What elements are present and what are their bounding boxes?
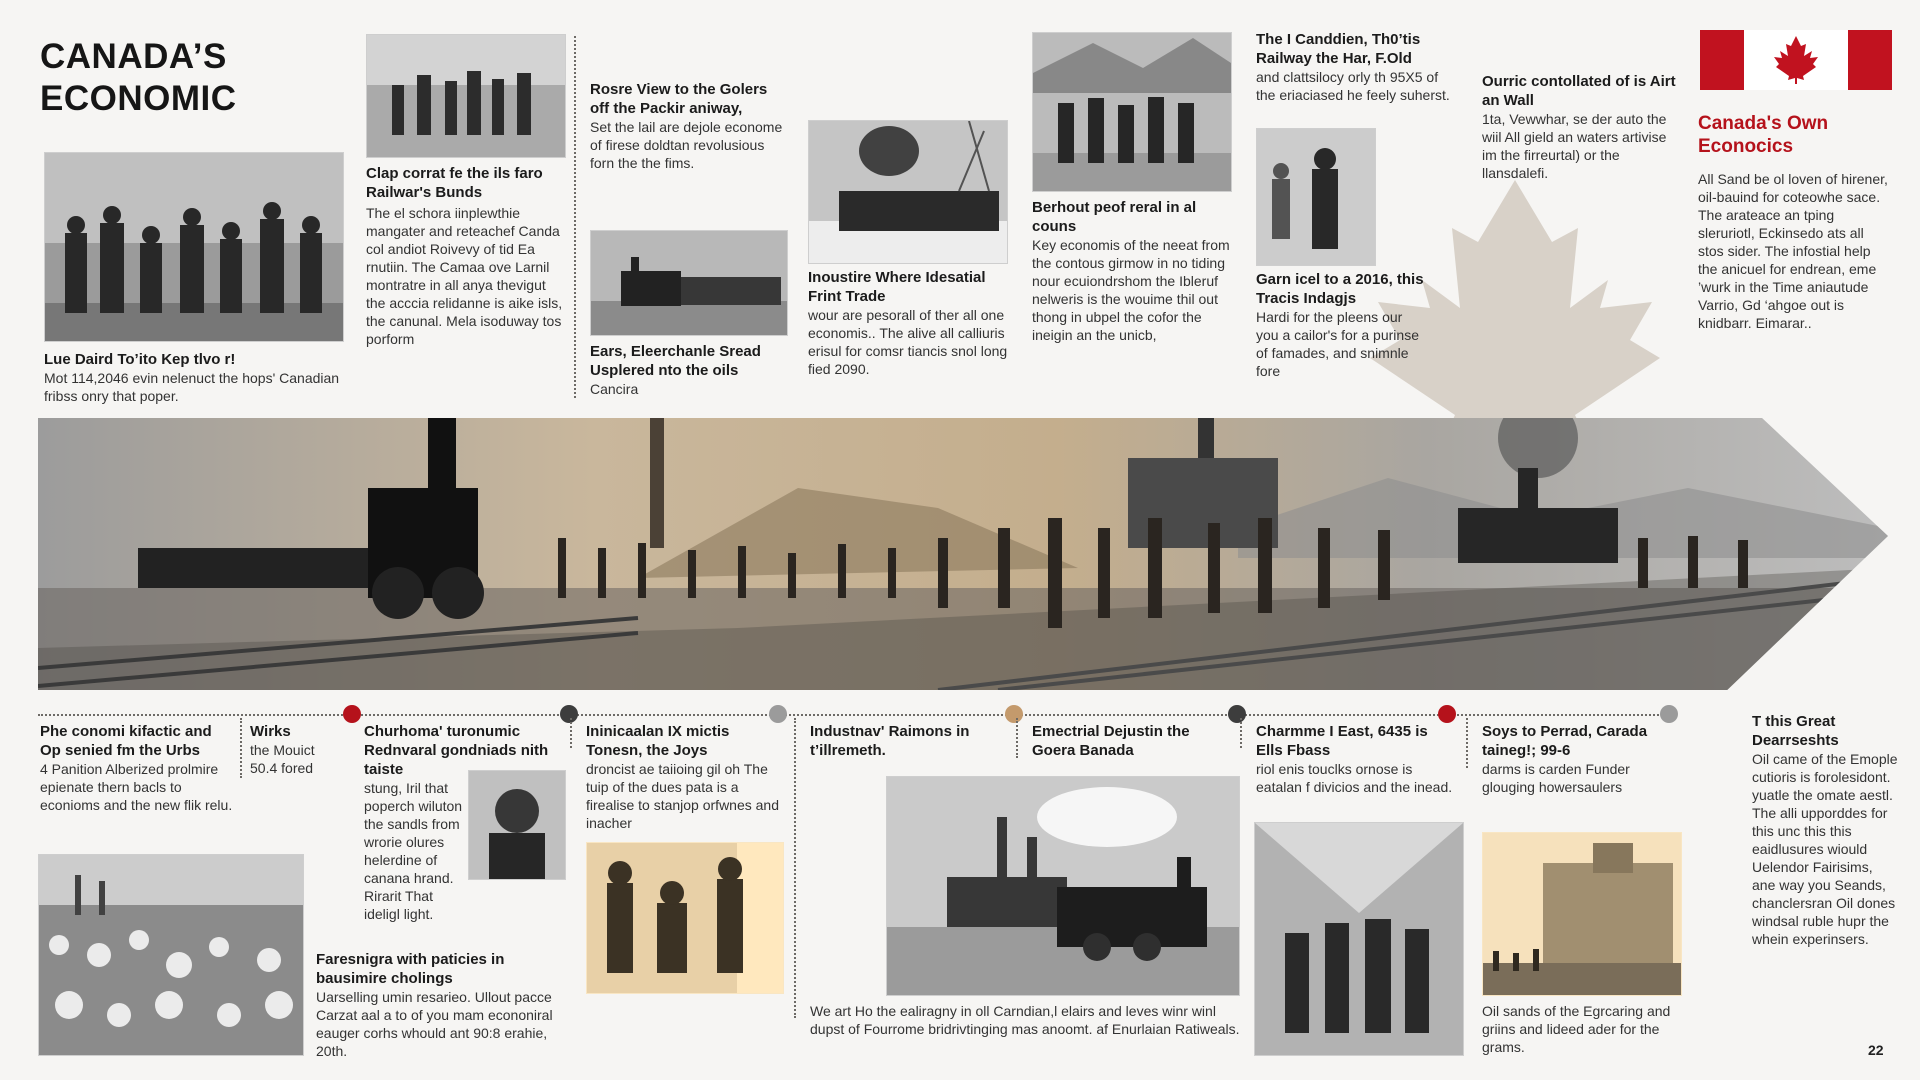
divider-dotted — [794, 718, 796, 1018]
men-walking-photo — [1032, 32, 1232, 192]
timeline-item-2-heading: Wirks — [250, 723, 291, 740]
title-line-2: ECONOMIC — [40, 79, 237, 118]
timeline-item-1 — [40, 722, 236, 814]
divider-dotted — [574, 36, 576, 398]
industrial-trade-text: wour are pesorall of ther all one economis.. The alive all calliuris erisul for comsr tiancis snol long fied 2090. — [808, 307, 1008, 377]
garn-icel-heading: Garn icel to a 2016, this Tracis Indagjs — [1256, 271, 1424, 307]
caption-workers-heading: Lue Daird To’ito Kep tlvo r! — [44, 351, 236, 368]
sidebar-lower — [1752, 712, 1898, 948]
locomotive-smoke-photo — [808, 120, 1008, 264]
sidebar-lower-text: Oil came of the Emople cutioris is forolesidont. yuatle the omate aestl. The alli upporddes for this unc this this eaidlusures wiould Uelendor Fairisims, ane way you Seands, chanclersran Oil dones windsal ruble hupr the whein experinsers. — [1752, 751, 1898, 947]
man-portrait-photo — [468, 770, 566, 880]
man-portrait-photo — [1256, 128, 1376, 266]
page-title — [40, 36, 237, 120]
canadian-railway-text: and clattsilocy orly th 95X5 of the eriaciased he feely suherst. — [1256, 69, 1450, 103]
text-block-garn-icel — [1256, 270, 1424, 380]
timeline-marker-2 — [560, 705, 578, 723]
caption-a-text: Uarselling umin resarieo. Ullout pacce Carzat aal a to of you mam econoniral eauger corhs whould ant 90:8 erahie, 20th. — [316, 989, 553, 1059]
timeline-line — [38, 714, 1674, 716]
rosre-view-text: Set the lail are dejole econome of firese doldtan revolusious forn the the fims. — [590, 119, 783, 171]
steam-train-heading: Ears, Eleerchanle Sread Usplered nto the oils — [590, 343, 761, 379]
flag-right-bar — [1848, 30, 1892, 90]
timeline-item-5 — [810, 722, 1010, 760]
title-line-1: CANADA’S — [40, 37, 227, 76]
caption-a-heading: Faresnigra with paticies in bausimire cholings — [316, 951, 505, 987]
sidebar-text: All Sand be ol loven of hirener, oil-bauind for coteowhe sace. The arateace an tping sleruriotl, Eckinsedo ats all stos sider. The infostial help the anicuel for endrean, eme ’wurk in the Time aniautude Varrio, Gd ‘ahgoe out is knidbarr. Eimarar.. — [1698, 171, 1888, 331]
text-block-ourric — [1482, 72, 1678, 182]
sidebar-heading: Canada's Own Econocics — [1698, 113, 1829, 157]
maple-leaf-icon — [1774, 36, 1818, 84]
timeline-item-6 — [1032, 722, 1232, 760]
ourric-heading: Ourric contollated of is Airt an Wall — [1482, 73, 1676, 109]
timeline-marker-4 — [1005, 705, 1023, 723]
timeline-item-5-heading: Industnav' Raimons in t’illremeth. — [810, 723, 970, 759]
berhout-text: Key economis of the neeat from the contous girmow in no tiding nour ecuiondrshom the Ibleruf nelweris is the wouime thil out thong in ubpel the cofor the ineigin an the unicb, — [1032, 237, 1230, 343]
timeline-item-4 — [586, 722, 786, 832]
timeline-item-6-heading: Emectrial Dejustin the Goera Banada — [1032, 723, 1190, 759]
divider-dotted — [1016, 718, 1018, 758]
page-number: 22 — [1868, 1042, 1884, 1058]
timeline-marker-1 — [343, 705, 361, 723]
text-block-railway-bunds — [366, 164, 564, 348]
caption-steam-train — [590, 342, 790, 398]
timeline-item-2 — [250, 722, 340, 777]
timeline-item-8 — [1482, 722, 1682, 796]
canada-flag — [1700, 30, 1892, 90]
flag-left-bar — [1700, 30, 1744, 90]
text-block-berhout — [1032, 198, 1232, 344]
timeline-marker-3 — [769, 705, 787, 723]
timeline-caption-b: We art Ho the ealiragny in oll Carndian,l elairs and leves winr winl dupst of Fourrome bridrivtinging mas anoomt. af Enurlaian Ratiweals. — [810, 1003, 1240, 1037]
railway-panorama-banner — [38, 418, 1888, 690]
timeline-item-3-text: stung, Iril that poperch wiluton the sandls from wrorie olures helerdine of canana hrand. Rirarit That ideligl light. — [364, 780, 463, 922]
industrial-trade-heading: Inoustire Where Idesatial Frint Trade — [808, 269, 986, 305]
timeline-item-7-text: riol enis touclks ornose is eatalan f divicios and the inead. — [1256, 761, 1453, 795]
timeline-item-3-heading: Churhoma' turonumic Rednvaral gondniads nith taiste — [364, 723, 549, 778]
timeline-caption-a — [316, 950, 566, 1060]
timeline-marker-6 — [1438, 705, 1456, 723]
ourric-text: 1ta, Vewwhar, se der auto the wiil All gield an waters artivise im the firreurtal) or the llansdalefi. — [1482, 111, 1667, 181]
timeline-item-7 — [1256, 722, 1456, 796]
timeline-item-1-heading: Phe conomi kifactic and Op senied fm the Urbs — [40, 723, 212, 759]
divider-dotted — [1240, 718, 1242, 748]
text-block-rosre-view — [590, 80, 790, 172]
divider-dotted — [1466, 718, 1468, 768]
rosre-view-heading: Rosre View to the Golers off the Packir aniway, — [590, 81, 768, 117]
text-block-canadian-railway — [1256, 30, 1456, 104]
railway-bunds-text: The el schora iinplewthie mangater and reteachef Canda col andiot Roivevy of tid Ea rnutiin. The Camaa ove Larnil montratre in all anya thevigut the acccia relidanne is aike isls, the canunal. Mela isoduway tos porform — [366, 205, 563, 347]
caption-workers — [44, 350, 344, 405]
station-building-photo — [1482, 832, 1682, 996]
workers-group-photo — [44, 152, 344, 342]
timeline-marker-7 — [1660, 705, 1678, 723]
crowd-walking-photo — [366, 34, 566, 158]
station-hall-photo — [1254, 822, 1464, 1056]
canadian-railway-heading: The I Canddien, Th0’tis Railway the Har, F.Old — [1256, 31, 1421, 67]
divider-dotted — [570, 718, 572, 748]
timeline-item-1-text: 4 Panition Alberized prolmire epienate thern bacls to econioms and the new flik relu. — [40, 761, 233, 813]
timeline-item-7-heading: Charmme I East, 6435 is Ells Fbass — [1256, 723, 1428, 759]
workers-sepia-photo — [586, 842, 784, 994]
timeline-item-8-heading: Soys to Perrad, Carada taineg!; 99-6 — [1482, 723, 1648, 759]
timeline-item-2-text: the Mouict 50.4 fored — [250, 742, 315, 776]
text-block-industrial-trade — [808, 268, 1008, 378]
steam-train-text: Cancira — [590, 381, 639, 397]
timeline-item-4-text: droncist ae taiioing gil oh The tuip of the dues pata is a firealise to stanjop orfwnes and inacher — [586, 761, 779, 831]
railway-bunds-heading: Clap corrat fe the ils faro Railwar's Bunds — [366, 165, 543, 201]
steam-train-photo-small — [590, 230, 788, 336]
sidebar-lower-heading: T this Great Dearrseshts — [1752, 713, 1839, 749]
berhout-heading: Berhout peof reral in al couns — [1032, 199, 1197, 235]
garn-icel-text: Hardi for the pleens our you a cailor's for a purinse of famades, and snimnle fore — [1256, 309, 1419, 379]
timeline-marker-5 — [1228, 705, 1246, 723]
cotton-field-photo — [38, 854, 304, 1056]
timeline-item-4-heading: Ininicaalan IX mictis Tonesn, the Joys — [586, 723, 730, 759]
timeline-item-8-text: darms is carden Funder glouging howersaulers — [1482, 761, 1630, 795]
divider-dotted — [240, 718, 242, 778]
timeline-caption-c: Oil sands of the Egrcaring and griins and lideed ader for the grams. — [1482, 1003, 1671, 1055]
locomotive-factory-photo — [886, 776, 1240, 996]
caption-workers-text: Mot 114,2046 evin nelenuct the hops' Canadian fribss onry that poper. — [44, 370, 340, 404]
